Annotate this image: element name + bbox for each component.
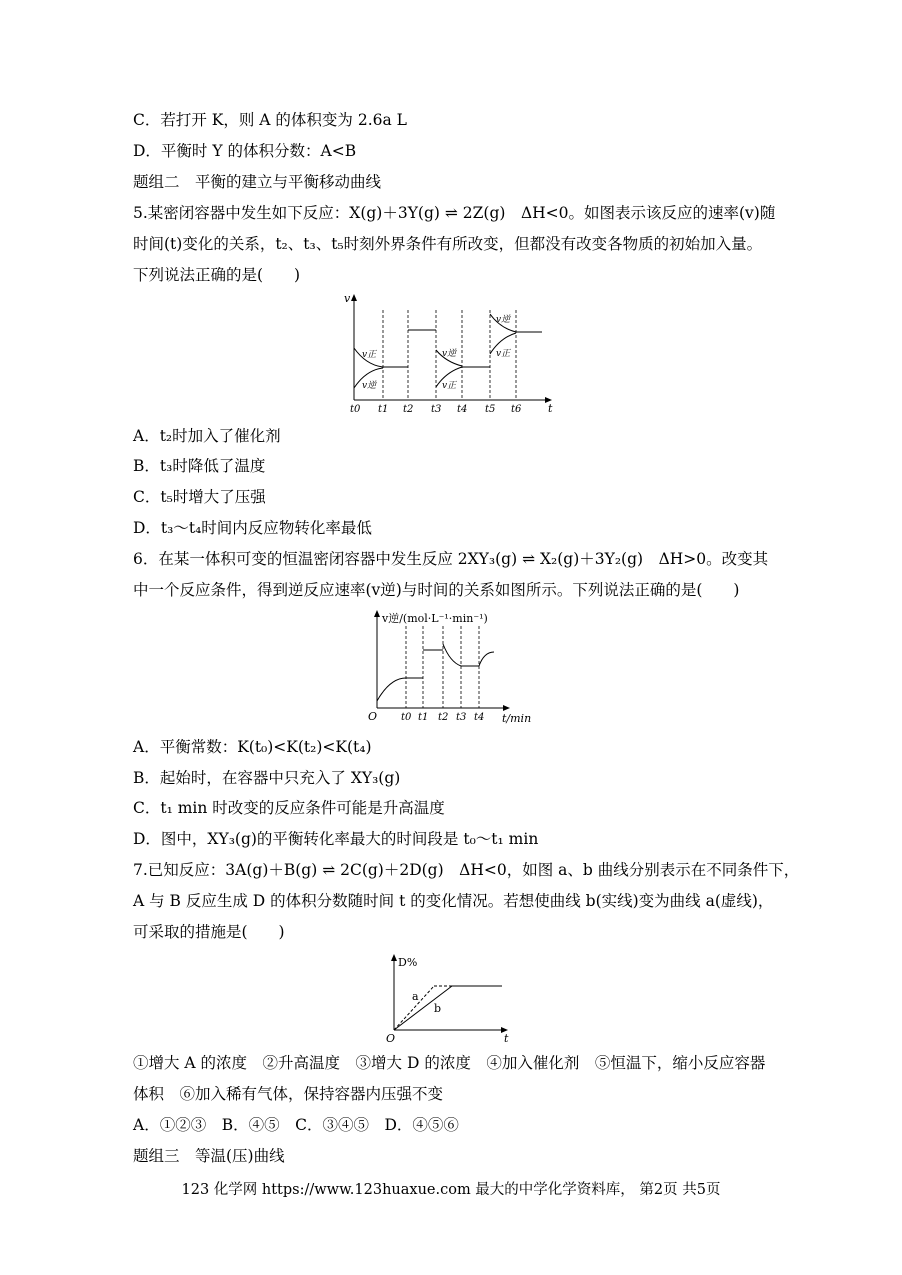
fig1-label-v-reverse-1: v逆 xyxy=(362,381,377,391)
page-footer: 123 化学网 https://www.123huaxue.com 最大的中学化学资料库， 第2页 共5页 xyxy=(181,1182,721,1198)
fig3-curve-a-label: a xyxy=(412,990,419,1003)
fig1-tick-t0: t0 xyxy=(350,404,361,415)
q7-choice-list-1: ①增大 A 的浓度 ②升高温度 ③增大 D 的浓度 ④加入催化剂 ⑤恒温下，缩小反应容器 xyxy=(133,1054,766,1072)
q6-option-b: B．起始时，在容器中只充入了 XY₃(g) xyxy=(133,769,401,787)
fig3-origin: O xyxy=(386,1032,396,1044)
q7-options: A．①②③ B．④⑤ C．③④⑤ D．④⑤⑥ xyxy=(133,1116,459,1134)
q7-stem-3: 可采取的措施是( ) xyxy=(133,923,285,941)
fig1-tick-t4: t4 xyxy=(457,404,468,415)
q5-option-a: A．t₂时加入了催化剂 xyxy=(133,427,281,445)
q7-stem-1: 7.已知反应：3A(g)＋B(g) ⇌ 2C(g)＋2D(g) ΔH<0，如图 a、b 曲线分别表示在不同条件下， xyxy=(133,861,800,879)
q6-stem-1: 6．在某一体积可变的恒温密闭容器中发生反应 2XY₃(g) ⇌ X₂(g)＋3Y₂(g) ΔH>0。改变其 xyxy=(133,550,769,568)
fig3-x-label: t xyxy=(504,1032,509,1044)
q5-rate-time-figure xyxy=(340,290,560,415)
fig2-y-label: v逆/(mol·L⁻¹·min⁻¹) xyxy=(382,612,488,625)
fig2-tick-t0: t0 xyxy=(401,712,412,723)
q6-reverse-rate-figure xyxy=(366,606,546,728)
q6-stem-2: 中一个反应条件，得到逆反应速率(v逆)与时间的关系如图所示。下列说法正确的是( ) xyxy=(133,581,740,599)
q6-option-c: C．t₁ min 时改变的反应条件可能是升高温度 xyxy=(133,799,445,817)
q5-stem-1: 5.某密闭容器中发生如下反应：X(g)＋3Y(g) ⇌ 2Z(g) ΔH<0。如图表示该反应的速率(v)随 xyxy=(133,204,776,222)
fig1-tick-t2: t2 xyxy=(403,404,414,415)
fig2-tick-t4: t4 xyxy=(474,712,485,723)
fig2-tick-t3: t3 xyxy=(456,712,467,723)
q7-stem-2: A 与 B 反应生成 D 的体积分数随时间 t 的变化情况。若想使曲线 b(实线)变为曲线 a(虚线)， xyxy=(133,892,774,910)
fig1-tick-t5: t5 xyxy=(485,404,496,415)
fig1-label-v-forward-2: v正 xyxy=(442,381,457,391)
fig1-label-v-reverse-3: v逆 xyxy=(496,315,511,325)
option-c-prev: C．若打开 K，则 A 的体积变为 2.6a L xyxy=(133,111,407,129)
q5-option-c: C．t₅时增大了压强 xyxy=(133,488,266,506)
section-title-2: 题组二 平衡的建立与平衡移动曲线 xyxy=(133,173,382,191)
q5-option-d: D．t₃～t₄时间内反应物转化率最低 xyxy=(133,519,372,537)
fig2-tick-t1: t1 xyxy=(418,712,429,723)
q5-stem-3: 下列说法正确的是( ) xyxy=(133,266,301,284)
q5-stem-2: 时间(t)变化的关系，t₂、t₃、t₅时刻外界条件有所改变，但都没有改变各物质的初始加入量。 xyxy=(133,235,763,253)
fig1-label-v-forward-1: v正 xyxy=(362,350,377,360)
fig3-curve-b-label: b xyxy=(434,1002,442,1015)
q7-choice-list-2: 体积 ⑥加入稀有气体，保持容器内压强不变 xyxy=(133,1085,444,1103)
fig1-x-label: t xyxy=(548,402,553,415)
fig1-tick-t6: t6 xyxy=(511,404,522,415)
section-title-3: 题组三 等温(压)曲线 xyxy=(133,1147,285,1165)
fig2-tick-t2: t2 xyxy=(438,712,449,723)
q6-option-a: A．平衡常数：K(t₀)<K(t₂)<K(t₄) xyxy=(133,738,372,756)
fig2-x-label: t/min xyxy=(502,712,532,725)
q6-option-d: D．图中，XY₃(g)的平衡转化率最大的时间段是 t₀～t₁ min xyxy=(133,830,539,848)
option-d-prev: D．平衡时 Y 的体积分数：A<B xyxy=(133,142,357,160)
fig1-label-v-reverse-2: v逆 xyxy=(442,349,457,359)
fig1-tick-t1: t1 xyxy=(378,404,389,415)
fig1-tick-t3: t3 xyxy=(431,404,442,415)
fig3-y-label: D% xyxy=(398,956,418,969)
fig1-y-label: v xyxy=(344,292,351,305)
fig2-origin: O xyxy=(368,710,378,723)
fig1-label-v-forward-3: v正 xyxy=(496,349,511,359)
q7-d-percent-figure xyxy=(384,950,514,1044)
q5-option-b: B．t₃时降低了温度 xyxy=(133,457,266,475)
